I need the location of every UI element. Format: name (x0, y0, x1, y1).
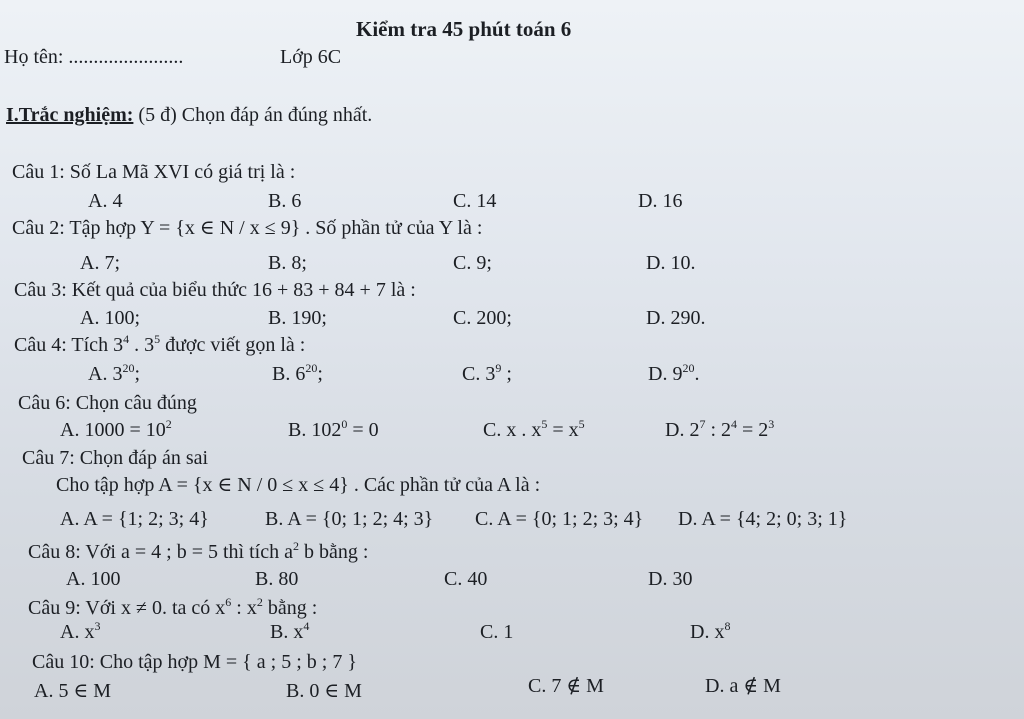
class-label: Lớp 6C (280, 46, 342, 68)
q4-stem-post: được viết gọn là : (160, 334, 306, 356)
question-10-stem: Câu 10: Cho tập hợp M = { a ; 5 ; b ; 7 } (32, 651, 357, 673)
q3-option-b: B. 190; (268, 307, 327, 329)
question-2-stem: Câu 2: Tập hợp Y = {x ∈ N / x ≤ 9} . Số phần tử của Y là : (12, 217, 483, 239)
q1-option-b: B. 6 (268, 190, 302, 212)
q10-option-b: B. 0 ∈ M (286, 680, 362, 702)
q7-option-d: D. A = {4; 2; 0; 3; 1} (678, 508, 848, 530)
q4-option-d: D. $9^{20}$. (648, 361, 700, 385)
q7-option-c: C. A = {0; 1; 2; 3; 4} (475, 508, 644, 530)
q7-option-a: A. A = {1; 2; 3; 4} (60, 508, 209, 530)
page-title: Kiểm tra 45 phút toán 6 (356, 17, 572, 41)
question-8-stem (28, 540, 368, 564)
q8-option-b: B. 80 (255, 568, 299, 590)
q9-option-d: D. $x^8$ (690, 619, 731, 643)
section-header (6, 103, 372, 127)
q10-option-c: C. 7 ∉ M (528, 675, 604, 697)
q2-option-c: C. 9; (453, 252, 492, 274)
q8-option-a: A. 100 (66, 568, 121, 590)
q9-exp-2: 2 (256, 595, 263, 609)
q1-option-c: C. 14 (453, 190, 497, 212)
q3-option-c: C. 200; (453, 307, 512, 329)
q9-option-c: C. 1 (480, 621, 514, 643)
question-6-stem: Câu 6: Chọn câu đúng (18, 392, 197, 414)
q8-option-c: C. 40 (444, 568, 488, 590)
q4-option-c: C. $3^9$ ; (462, 361, 512, 385)
q8-stem-post: b bằng : (298, 541, 369, 563)
question-4-stem (14, 333, 305, 357)
q1-option-a: A. 4 (88, 190, 123, 212)
q9-stem-mid: : x (231, 597, 257, 619)
q2-option-b: B. 8; (268, 252, 307, 274)
q4-option-a: A. $3^{20}$; (88, 361, 141, 385)
q9-option-a: A. $x^3$ (60, 619, 101, 643)
question-9-stem (28, 596, 317, 620)
q9-exp-1: 6 (225, 595, 232, 609)
q1-option-d: D. 16 (638, 190, 683, 212)
q4-exp-2: 5 (154, 332, 161, 346)
q6-option-c: C. x . $x^5 = x^5$ (483, 417, 585, 441)
q8-stem-pre: Câu 8: Với a = 4 ; b = 5 thì tích a (28, 541, 293, 563)
q10-option-d: D. a ∉ M (705, 675, 781, 697)
q9-option-b: B. $x^4$ (270, 619, 310, 643)
q6-option-b: B. $102^0 = 0$ (288, 417, 379, 441)
q9-stem-pre: Câu 9: Với x ≠ 0. ta có x (28, 597, 226, 619)
name-field-label: Họ tên: ....................... (4, 46, 184, 68)
question-3-stem: Câu 3: Kết quả của biểu thức 16 + 83 + 84 + 7 là : (14, 279, 416, 301)
q10-option-a: A. 5 ∈ M (34, 680, 112, 702)
q3-option-d: D. 290. (646, 307, 706, 329)
q8-exp: 2 (292, 539, 299, 553)
q4-exp-1: 4 (123, 332, 130, 346)
q6-option-a: A. $1000 = 10^2$ (60, 417, 172, 441)
q4-stem-mid: . 3 (129, 334, 155, 356)
q4-stem-pre: Câu 4: Tích 3 (14, 334, 124, 356)
q2-option-d: D. 10. (646, 252, 696, 274)
q7-option-b: B. A = {0; 1; 2; 4; 3} (265, 508, 434, 530)
q4-option-b: B. $6^{20}$; (272, 361, 323, 385)
q6-option-d: D. $2^7$ : $2^4 = 2^3$ (665, 417, 775, 441)
q8-option-d: D. 30 (648, 568, 693, 590)
q2-option-a: A. 7; (80, 252, 120, 274)
question-7-stem: Câu 7: Chọn đáp án sai (22, 447, 209, 469)
section-heading: I.Trắc nghiệm: (6, 104, 134, 126)
question-1-stem: Câu 1: Số La Mã XVI có giá trị là : (12, 161, 296, 183)
q9-stem-post: bằng : (262, 597, 318, 619)
section-instruction: (5 đ) Chọn đáp án đúng nhất. (133, 104, 373, 126)
q3-option-a: A. 100; (80, 307, 140, 329)
question-7-sub: Cho tập hợp A = {x ∈ N / 0 ≤ x ≤ 4} . Các phần tử của A là : (56, 474, 541, 496)
